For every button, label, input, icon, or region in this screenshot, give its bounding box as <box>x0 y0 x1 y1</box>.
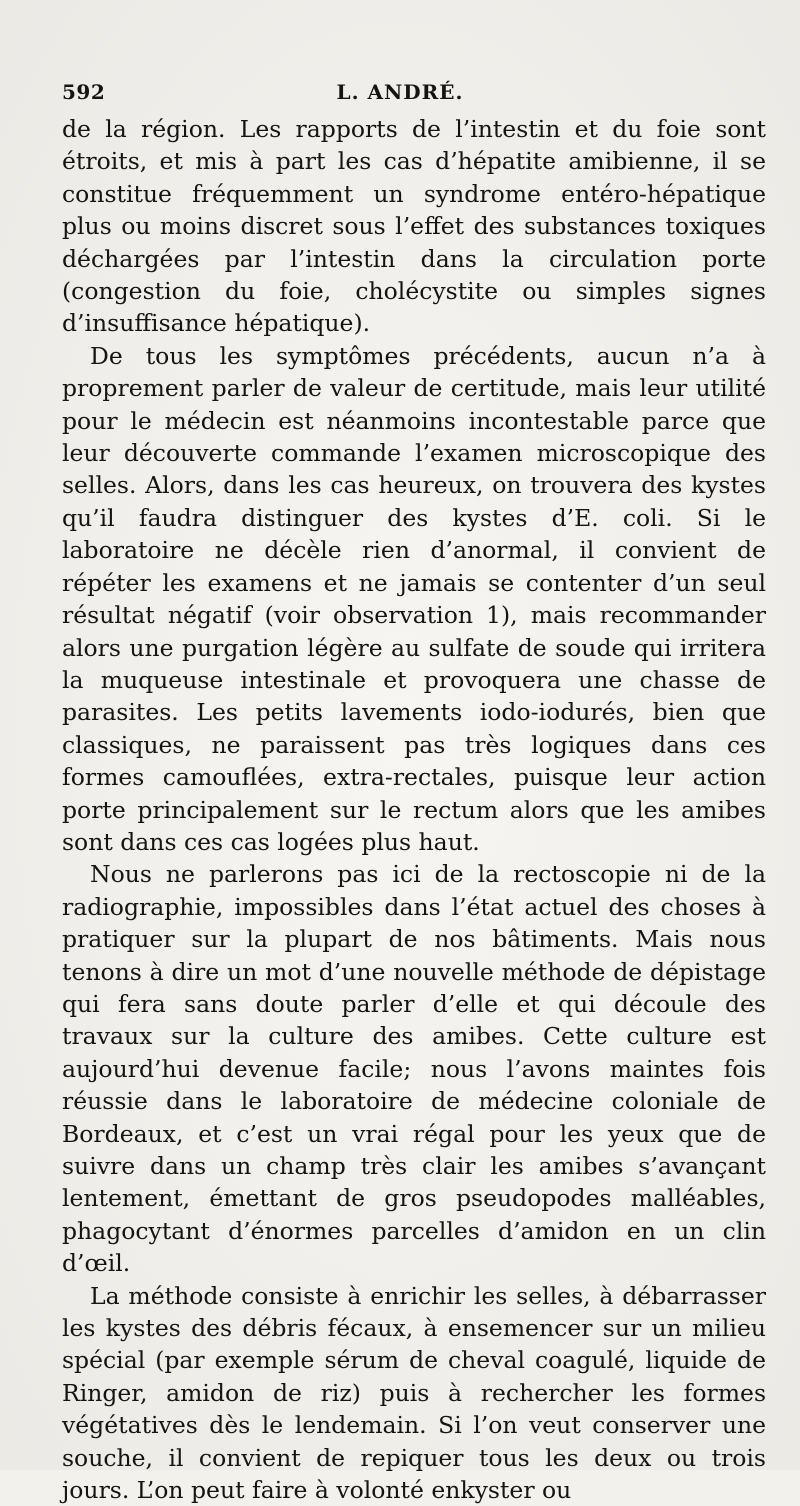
page-number: 592 <box>62 80 106 104</box>
paragraph-2: De tous les symptômes précédents, aucun n’a à proprement parler de valeur de certitude, mais leur utilité pour le médecin est néanmoins incontestable parce que leur découverte commande l’examen microscopique des selles. Alors, dans les cas heureux, on trouvera des kystes qu’il faudra distinguer des kystes d’E. coli. Si le laboratoire ne décèle rien d’anormal, il convient de répéter les examens et ne jamais se contenter d’un seul résultat négatif (voir observation 1), mais recommander alors une purgation légère au sulfate de soude qui irritera la muqueuse intestinale et provoquera une chasse de parasites. Les petits lavements iodo-iodurés, bien que classiques, ne paraissent pas très logiques dans ces formes camouflées, extra-rectales, puisque leur action porte principalement sur le rectum alors que les amibes sont dans ces cas logées plus haut. <box>62 341 766 856</box>
running-head: L. ANDRÉ. <box>336 80 464 104</box>
paragraph-4: La méthode consiste à enrichir les selles, à débarrasser les kystes des débris fécaux, à ensemencer sur un milieu spécial (par exemple sérum de cheval coagulé, liquide de Ringer, amidon de riz) puis à rechercher les formes végétatives dès le lendemain. Si l’on veut conserver une souche, il convient de repiquer tous les deux ou trois jours. L’on peut faire à volonté enkyster ou <box>62 1281 766 1505</box>
paragraph-3: Nous ne parlerons pas ici de la rectoscopie ni de la radiographie, impossibles dans l’état actuel des choses à pratiquer sur la plupart de nos bâtiments. Mais nous tenons à dire un mot d’une nouvelle méthode de dépistage qui fera sans doute parler d’elle et qui découle des travaux sur la culture des amibes. Cette culture est aujourd’hui devenue facile; nous l’avons maintes fois réussie dans le laboratoire de médecine coloniale de Bordeaux, et c’est un vrai régal pour les yeux que de suivre dans un champ très clair les amibes s’avançant lentement, émettant de gros pseudopodes malléables, phagocytant d’énormes parcelles d’amidon en un clin d’œil. <box>62 860 766 1278</box>
paragraph-1: de la région. Les rapports de l’intestin et du foie sont étroits, et mis à part les cas d’hépatite amibienne, il se constitue fréquemment un syndrome entéro-hépatique plus ou moins discret sous l’effet des substances toxiques déchargées par l’intestin dans la circulation porte (congestion du foie, cholécystite ou simples signes d’insuffisance hépatique). <box>62 115 766 338</box>
page-header <box>62 80 738 108</box>
body-text <box>62 113 766 1506</box>
